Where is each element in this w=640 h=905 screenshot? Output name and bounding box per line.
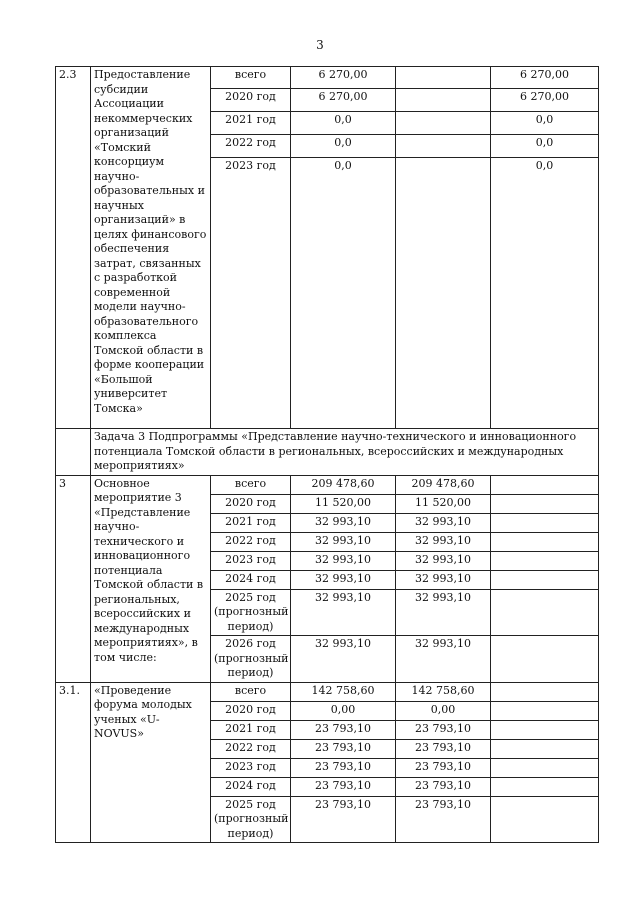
- table-row: [56, 67, 599, 89]
- year-cell: 2021 год: [211, 720, 291, 739]
- federal-cell: [396, 158, 491, 429]
- year-cell: 2023 год: [211, 758, 291, 777]
- year-cell: 2022 год: [211, 739, 291, 758]
- federal-cell: [396, 67, 491, 89]
- item-number: 2.3: [56, 67, 91, 429]
- item-name: Предоставление субсидии Ассоциации некоммерческих организаций «Томский консорциум научно-образовательных и научных организаций» в целях финансового обеспечения затрат, связанных с разработкой современной модели научно-образовательного комплекса Томской области в форме кооперации «Большой университет Томска»: [91, 67, 211, 429]
- total-cell: 6 270,00: [291, 89, 396, 112]
- regional-cell: [491, 682, 599, 701]
- year-cell: 2022 год: [211, 135, 291, 158]
- federal-cell: 0,00: [396, 701, 491, 720]
- task-row: [56, 429, 599, 476]
- regional-cell: [491, 777, 599, 796]
- federal-cell: 11 520,00: [396, 494, 491, 513]
- total-cell: 23 793,10: [291, 796, 396, 843]
- task-num-cell: [56, 429, 91, 476]
- total-cell: 32 993,10: [291, 532, 396, 551]
- total-cell: 0,0: [291, 135, 396, 158]
- year-cell: всего: [211, 475, 291, 494]
- total-cell: 32 993,10: [291, 551, 396, 570]
- total-cell: 0,0: [291, 158, 396, 429]
- total-cell: 142 758,60: [291, 682, 396, 701]
- regional-cell: [491, 739, 599, 758]
- federal-cell: 23 793,10: [396, 796, 491, 843]
- total-cell: 6 270,00: [291, 67, 396, 89]
- year-cell: 2020 год: [211, 89, 291, 112]
- year-cell: 2021 год: [211, 112, 291, 135]
- regional-cell: [491, 570, 599, 589]
- federal-cell: 23 793,10: [396, 777, 491, 796]
- regional-cell: [491, 532, 599, 551]
- year-cell: 2025 год (прогнозный период): [211, 796, 291, 843]
- item-name: Основное мероприятие 3 «Представление научно-технического и инновационного потенциала Томской области в региональных, всероссийских и международных мероприятиях», в том числе:: [91, 475, 211, 682]
- year-cell: 2021 год: [211, 513, 291, 532]
- regional-cell: 0,0: [491, 135, 599, 158]
- regional-cell: 6 270,00: [491, 89, 599, 112]
- total-cell: 209 478,60: [291, 475, 396, 494]
- year-cell: 2023 год: [211, 551, 291, 570]
- year-cell: 2020 год: [211, 494, 291, 513]
- regional-cell: [491, 494, 599, 513]
- regional-cell: [491, 796, 599, 843]
- federal-cell: [396, 89, 491, 112]
- total-cell: 32 993,10: [291, 589, 396, 636]
- total-cell: 32 993,10: [291, 513, 396, 532]
- year-cell: всего: [211, 67, 291, 89]
- task-text: Задача 3 Подпрограммы «Представление научно-технического и инновационного потенциала Томской области в региональных, всероссийских и международных мероприятиях»: [91, 429, 599, 476]
- year-cell: 2023 год: [211, 158, 291, 429]
- regional-cell: [491, 636, 599, 683]
- federal-cell: 32 993,10: [396, 636, 491, 683]
- regional-cell: [491, 758, 599, 777]
- year-cell: всего: [211, 682, 291, 701]
- federal-cell: [396, 135, 491, 158]
- regional-cell: 0,0: [491, 112, 599, 135]
- total-cell: 23 793,10: [291, 758, 396, 777]
- year-cell: 2026 год (прогнозный период): [211, 636, 291, 683]
- federal-cell: 142 758,60: [396, 682, 491, 701]
- regional-cell: [491, 513, 599, 532]
- total-cell: 23 793,10: [291, 720, 396, 739]
- year-cell: 2024 год: [211, 777, 291, 796]
- year-cell: 2020 год: [211, 701, 291, 720]
- regional-cell: [491, 720, 599, 739]
- regional-cell: [491, 551, 599, 570]
- regional-cell: [491, 701, 599, 720]
- regional-cell: [491, 475, 599, 494]
- regional-cell: [491, 589, 599, 636]
- total-cell: 32 993,10: [291, 636, 396, 683]
- total-cell: 0,0: [291, 112, 396, 135]
- total-cell: 23 793,10: [291, 777, 396, 796]
- year-cell: 2022 год: [211, 532, 291, 551]
- total-cell: 0,00: [291, 701, 396, 720]
- total-cell: 11 520,00: [291, 494, 396, 513]
- federal-cell: 209 478,60: [396, 475, 491, 494]
- federal-cell: 32 993,10: [396, 532, 491, 551]
- table-row: [56, 475, 599, 494]
- table-row: [56, 682, 599, 701]
- budget-table: [55, 66, 599, 843]
- federal-cell: 32 993,10: [396, 551, 491, 570]
- total-cell: 32 993,10: [291, 570, 396, 589]
- item-number: 3.1.: [56, 682, 91, 843]
- item-number: 3: [56, 475, 91, 682]
- federal-cell: 32 993,10: [396, 570, 491, 589]
- federal-cell: 23 793,10: [396, 739, 491, 758]
- year-cell: 2024 год: [211, 570, 291, 589]
- total-cell: 23 793,10: [291, 739, 396, 758]
- regional-cell: 6 270,00: [491, 67, 599, 89]
- budget-table-body: [56, 67, 599, 843]
- federal-cell: 32 993,10: [396, 589, 491, 636]
- federal-cell: 32 993,10: [396, 513, 491, 532]
- year-cell: 2025 год (прогнозный период): [211, 589, 291, 636]
- page-number: 3: [316, 38, 324, 52]
- federal-cell: 23 793,10: [396, 720, 491, 739]
- federal-cell: 23 793,10: [396, 758, 491, 777]
- federal-cell: [396, 112, 491, 135]
- regional-cell: 0,0: [491, 158, 599, 429]
- item-name: «Проведение форума молодых ученых «U-NOVUS»: [91, 682, 211, 843]
